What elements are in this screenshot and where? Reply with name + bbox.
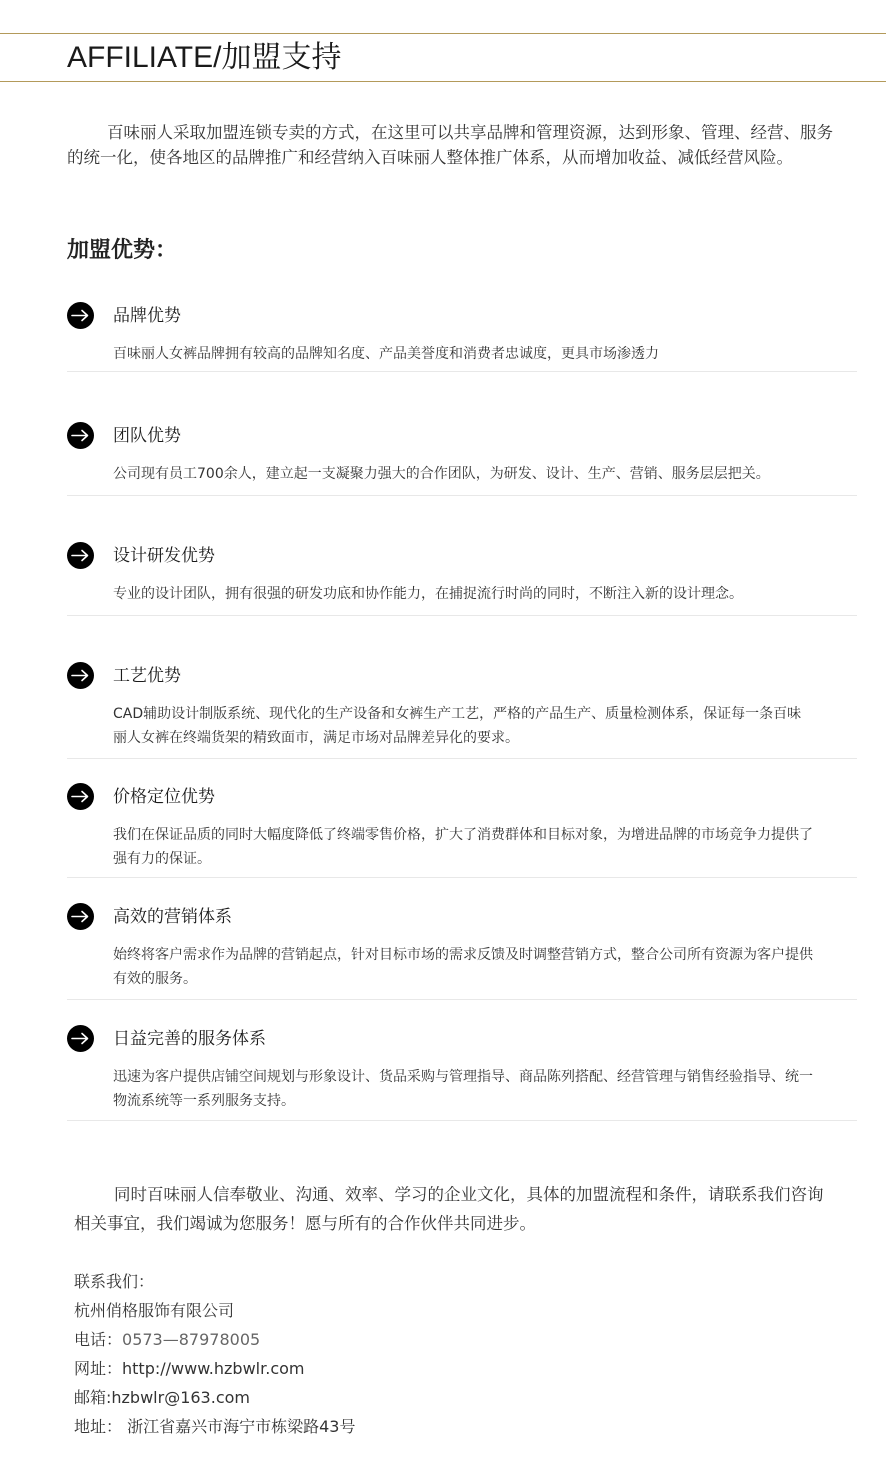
address-line: 地址： 浙江省嘉兴市海宁市栋梁路43号 [74,1417,356,1436]
advantage-title: 日益完善的服务体系 [113,1029,266,1049]
advantage-item-brand [67,302,857,372]
advantage-title: 价格定位优势 [113,787,215,807]
advantage-desc: 我们在保证品质的同时大幅度降低了终端零售价格，扩大了消费群体和目标对象，为增进品牌的市场竞争力提供了强有力的保证。 [113,827,813,867]
phone-label: 电话： [74,1330,123,1349]
advantage-item-service [67,1025,857,1121]
advantage-title: 品牌优势 [113,306,181,326]
advantage-item-design [67,542,857,616]
arrow-right-circle-icon [67,662,94,689]
arrow-right-circle-icon [67,1025,94,1052]
email-link[interactable]: 邮箱:hzbwlr@163.com [74,1388,250,1407]
advantages-heading: 加盟优势： [67,237,178,263]
advantage-item-price [67,783,857,878]
advantage-desc: 迅速为客户提供店铺空间规划与形象设计、货品采购与管理指导、商品陈列搭配、经营管理与销售经验指导、统一物流系统等一系列服务支持。 [113,1069,813,1109]
advantage-desc: 专业的设计团队，拥有很强的研发功底和协作能力，在捕捉流行时尚的同时，不断注入新的设计理念。 [113,586,743,602]
arrow-right-circle-icon [67,783,94,810]
page-title: AFFILIATE/加盟支持 [67,41,342,74]
arrow-right-circle-icon [67,422,94,449]
phone-line [74,1325,774,1354]
advantage-desc: 始终将客户需求作为品牌的营销起点，针对目标市场的需求反馈及时调整营销方式，整合公司所有资源为客户提供有效的服务。 [113,947,813,987]
advantage-desc: 公司现有员工700余人，建立起一支凝聚力强大的合作团队，为研发、设计、生产、营销、服务层层把关。 [113,466,770,482]
contact-block [74,1267,774,1441]
advantage-item-team [67,422,857,496]
advantage-item-marketing [67,903,857,1000]
advantage-item-craft [67,662,857,759]
arrow-right-circle-icon [67,903,94,930]
contact-label: 联系我们： [74,1272,155,1291]
advantage-title: 工艺优势 [113,666,181,686]
advantage-title: 团队优势 [113,426,181,446]
arrow-right-circle-icon [67,542,94,569]
phone-number: 0573—87978005 [122,1330,261,1349]
company-name: 杭州俏格服饰有限公司 [74,1301,235,1320]
advantage-desc: 百味丽人女裤品牌拥有较高的品牌知名度、产品美誉度和消费者忠诚度，更具市场渗透力 [113,346,659,362]
advantage-desc: CAD辅助设计制版系统、现代化的生产设备和女裤生产工艺，严格的产品生产、质量检测体系，保证每一条百味丽人女裤在终端货架的精致面市，满足市场对品牌差异化的要求。 [113,706,802,746]
header-band [0,33,886,82]
arrow-right-circle-icon [67,302,94,329]
intro-paragraph: 百味丽人采取加盟连锁专卖的方式，在这里可以共享品牌和管理资源，达到形象、管理、经营、服务的统一化，使各地区的品牌推广和经营纳入百味丽人整体推广体系，从而增加收益、减低经营风险。 [67,123,833,167]
closing-paragraph: 同时百味丽人信奉敬业、沟通、效率、学习的企业文化，具体的加盟流程和条件，请联系我们咨询相关事宜，我们竭诚为您服务！愿与所有的合作伙伴共同进步。 [74,1185,824,1233]
advantage-title: 高效的营销体系 [113,907,232,927]
advantage-title: 设计研发优势 [113,546,215,566]
website-link[interactable]: 网址：http://www.hzbwlr.com [74,1359,305,1378]
